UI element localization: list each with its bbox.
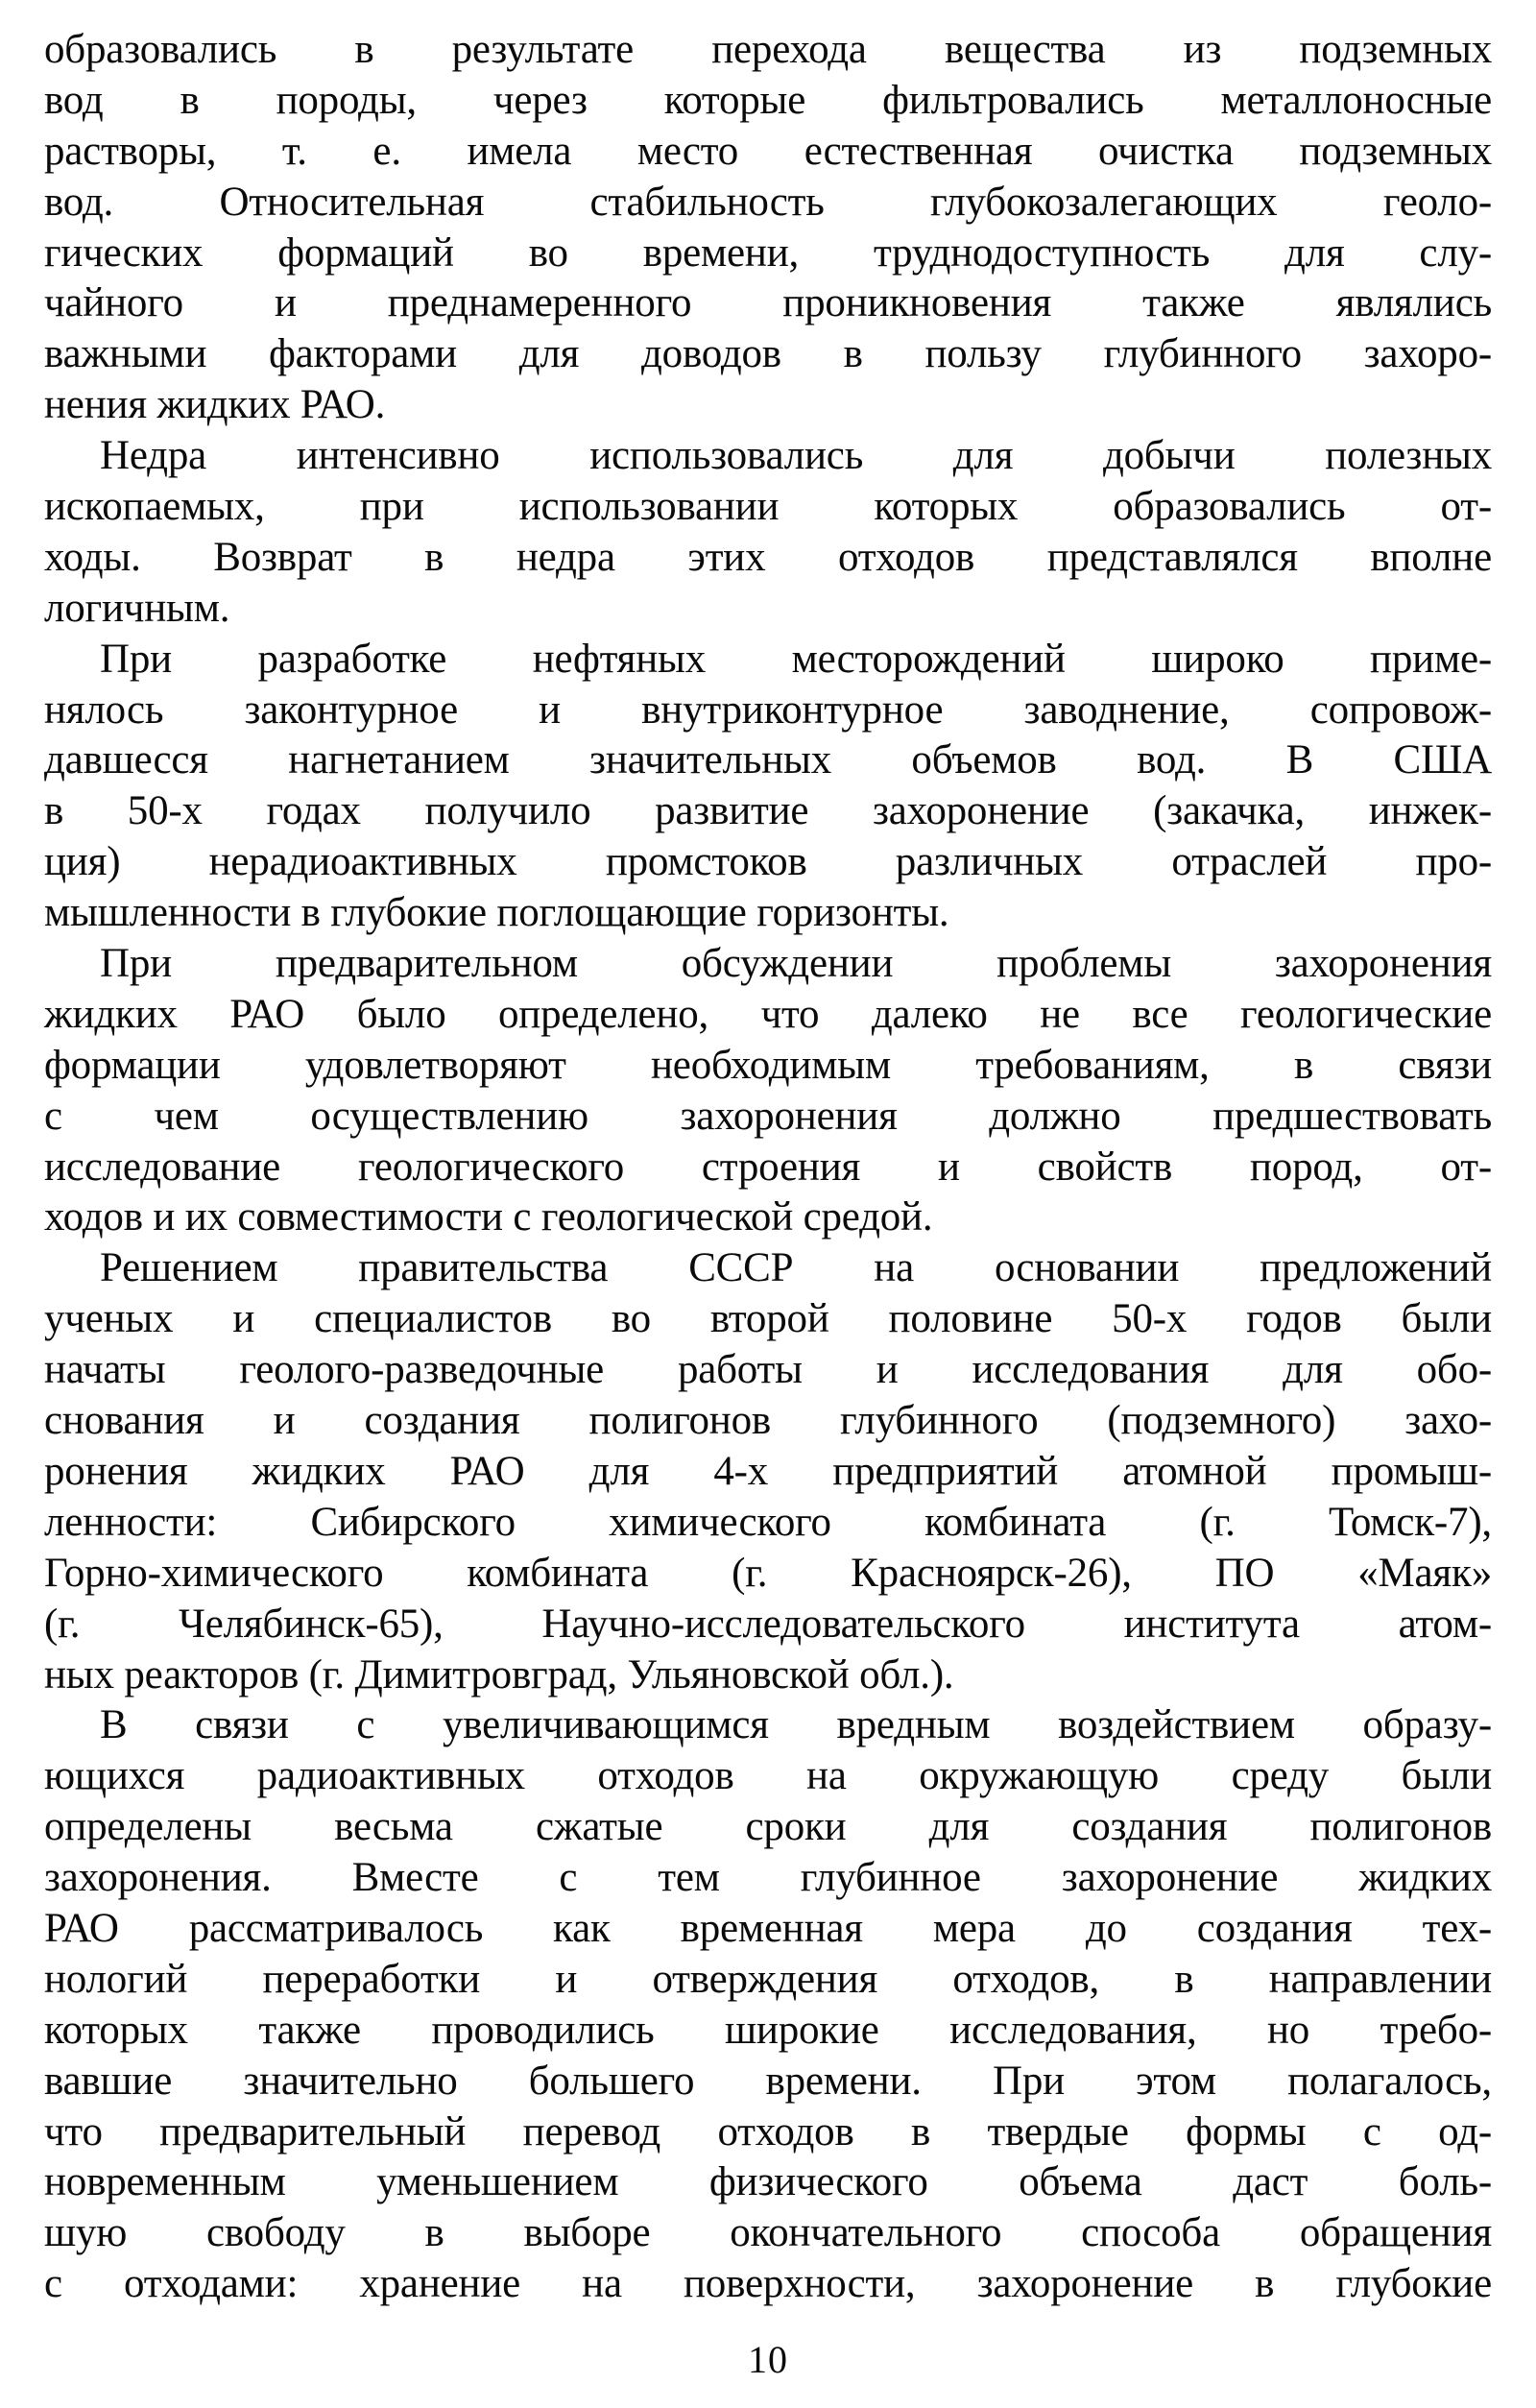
text-line: в 50-х годах получило развитие захоронение (закачка, инжек- [44, 788, 1492, 834]
text-line: захоронения. Вместе с тем глубинное захоронение жидких [44, 1855, 1492, 1901]
text-line: ходов и их совместимости с геологической средой. [44, 1194, 933, 1240]
text-line: с чем осуществлению захоронения должно предшествовать [44, 1093, 1492, 1139]
text-line: логичным. [44, 585, 230, 631]
text-line: которых также проводились широкие исследования, но требо- [44, 2007, 1492, 2053]
text-line: (г. Челябинск-65), Научно-исследовательского института атом- [44, 1601, 1492, 1647]
text-line: новременным уменьшением физического объема даст боль- [44, 2159, 1492, 2205]
text-line: вод. Относительная стабильность глубокозалегающих геоло- [44, 179, 1492, 225]
text-line: определены весьма сжатые сроки для создания полигонов [44, 1804, 1492, 1850]
text-line: нологий переработки и отверждения отходов, в направлении [44, 1956, 1492, 2002]
text-line: При предварительном обсуждении проблемы захоронения [100, 941, 1492, 987]
text-line: образовались в результате перехода вещества из подземных [44, 27, 1492, 72]
text-line: давшесся нагнетанием значительных объемов вод. В США [44, 737, 1492, 783]
text-line: жидких РАО было определено, что далеко не все геологические [44, 991, 1492, 1037]
text-line: ронения жидких РАО для 4-х предприятий атомной промыш- [44, 1448, 1492, 1494]
text-line: нения жидких РАО. [44, 382, 386, 428]
page-number: 10 [748, 2338, 788, 2381]
text-line: ископаемых, при использовании которых образовались от- [44, 484, 1492, 530]
text-line: с отходами: хранение на поверхности, захоронение в глубокие [44, 2261, 1492, 2307]
text-line: мышленности в глубокие поглощающие горизонты. [44, 890, 949, 936]
text-line: важными факторами для доводов в пользу глубинного захоро- [44, 331, 1492, 377]
text-line: исследование геологического строения и свойств пород, от- [44, 1144, 1492, 1190]
text-line: снования и создания полигонов глубинного (подземного) захо- [44, 1398, 1492, 1444]
text-line: вавшие значительно большего времени. При этом полагалось, [44, 2058, 1492, 2104]
text-line: что предварительный перевод отходов в твердые формы с од- [44, 2108, 1492, 2155]
text-line: Недра интенсивно использовались для добычи полезных [100, 433, 1492, 479]
text-line: Решением правительства СССР на основании предложений [100, 1245, 1492, 1291]
text-line: шую свободу в выборе окончательного способа обращения [44, 2210, 1492, 2256]
text-line: ных реакторов (г. Димитровград, Ульяновской обл.). [44, 1651, 954, 1698]
text-line: ленности: Сибирского химического комбината (г. Томск-7), [44, 1499, 1492, 1545]
text-line: чайного и преднамеренного проникновения также являлись [44, 280, 1492, 326]
text-line: При разработке нефтяных месторождений широко приме- [100, 636, 1492, 682]
text-line: гических формаций во времени, труднодоступность для слу- [44, 229, 1492, 276]
text-line: начаты геолого-разведочные работы и исследования для обо- [44, 1347, 1492, 1393]
page-body [44, 25, 1492, 2381]
text-line: нялось законтурное и внутриконтурное заводнение, сопровож- [44, 686, 1492, 733]
text-line: ходы. Возврат в недра этих отходов представлялся вполне [44, 534, 1492, 580]
text-line: растворы, т. е. имела место естественная очистка подземных [44, 128, 1492, 174]
text-line: ученых и специалистов во второй половине 50-х годов были [44, 1296, 1492, 1342]
text-line: РАО рассматривалось как временная мера до создания тех- [44, 1905, 1492, 1951]
text-line: вод в породы, через которые фильтровались металлоносные [44, 77, 1492, 123]
text-line: Горно-химического комбината (г. Красноярск-26), ПО «Маяк» [44, 1550, 1492, 1596]
text-line: В связи с увеличивающимся вредным воздействием образу- [100, 1702, 1492, 1748]
text-line: ющихся радиоактивных отходов на окружающую среду были [44, 1753, 1492, 1799]
text-line: ция) нерадиоактивных промстоков различных отраслей про- [44, 839, 1492, 885]
text-line: формации удовлетворяют необходимым требованиям, в связи [44, 1042, 1492, 1088]
